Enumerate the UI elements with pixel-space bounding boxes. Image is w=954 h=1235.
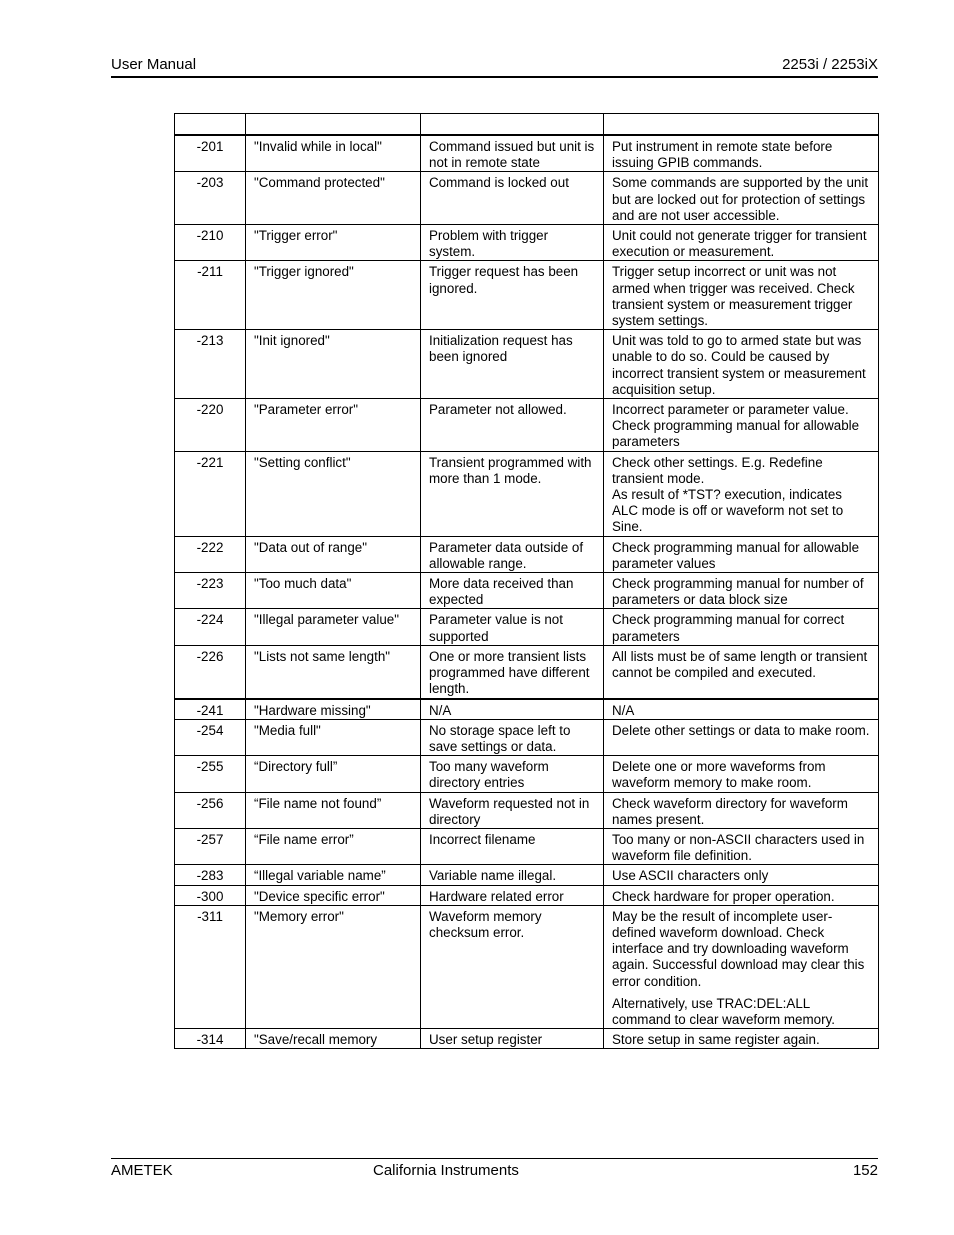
error-code: -223 [175, 573, 246, 609]
error-description: Parameter data outside of allowable range. [421, 536, 604, 572]
page-number: 152 [852, 1162, 878, 1179]
error-remedy: Store setup in same register again. [604, 1029, 879, 1049]
header-model: 2253i / 2253iX [782, 56, 878, 73]
error-description: Parameter not allowed. [421, 399, 604, 452]
error-message: "Data out of range" [246, 536, 421, 572]
table-row [175, 719, 879, 755]
error-message: “Illegal variable name” [246, 865, 421, 885]
table-row [175, 451, 879, 536]
error-remedy: Check other settings. E.g. Redefine transient mode. As result of *TST? execution, indicates ALC mode is off or waveform not set to Sine. [604, 451, 879, 536]
error-description: No storage space left to save settings or data. [421, 719, 604, 755]
table-row [175, 865, 879, 885]
error-message: "Invalid while in local" [246, 135, 421, 172]
error-code: -314 [175, 1029, 246, 1049]
error-description: User setup register [421, 1029, 604, 1049]
header-title: User Manual [111, 56, 197, 73]
column-header [421, 114, 604, 136]
error-description: Command is locked out [421, 172, 604, 225]
error-remedy: N/A [604, 699, 879, 720]
column-header [604, 114, 879, 136]
error-code-table [174, 113, 879, 1049]
table-row [175, 1029, 879, 1049]
error-code: -220 [175, 399, 246, 452]
table-row [175, 330, 879, 399]
table-row [175, 885, 879, 905]
error-message: "Media full" [246, 719, 421, 755]
error-code: -257 [175, 828, 246, 864]
error-description: More data received than expected [421, 573, 604, 609]
table-row [175, 573, 879, 609]
error-remedy: Check programming manual for number of parameters or data block size [604, 573, 879, 609]
error-message: "Lists not same length" [246, 645, 421, 698]
table-row [175, 536, 879, 572]
table-row [175, 172, 879, 225]
error-code: -224 [175, 609, 246, 645]
footer-company: AMETEK [111, 1162, 173, 1179]
table-header-row [175, 114, 879, 136]
error-message: "Setting conflict" [246, 451, 421, 536]
error-message: "Illegal parameter value" [246, 609, 421, 645]
table-row [175, 792, 879, 828]
error-code: -213 [175, 330, 246, 399]
error-code: -311 [175, 905, 246, 1028]
error-description: Command issued but unit is not in remote state [421, 135, 604, 172]
error-remedy: Check programming manual for correct parameters [604, 609, 879, 645]
error-code: -255 [175, 756, 246, 792]
error-remedy-alternative: Alternatively, use TRAC:DEL:ALL command to clear waveform memory. [612, 995, 835, 1027]
table-row [175, 699, 879, 720]
table-row [175, 609, 879, 645]
column-header [175, 114, 246, 136]
error-remedy-cell [604, 905, 879, 1028]
error-message: "Memory error" [246, 905, 421, 1028]
table-row [175, 399, 879, 452]
error-code: -241 [175, 699, 246, 720]
error-message: “File name not found” [246, 792, 421, 828]
error-description: Incorrect filename [421, 828, 604, 864]
error-message: "Parameter error" [246, 399, 421, 452]
error-message: "Save/recall memory [246, 1029, 421, 1049]
error-remedy: Put instrument in remote state before issuing GPIB commands. [604, 135, 879, 172]
table-row [175, 905, 879, 1028]
error-remedy: Too many or non-ASCII characters used in waveform file definition. [604, 828, 879, 864]
error-code: -283 [175, 865, 246, 885]
error-remedy: Check waveform directory for waveform names present. [604, 792, 879, 828]
error-description: Waveform requested not in directory [421, 792, 604, 828]
error-code: -221 [175, 451, 246, 536]
error-description: Initialization request has been ignored [421, 330, 604, 399]
error-description: Transient programmed with more than 1 mode. [421, 451, 604, 536]
error-message: "Trigger error" [246, 225, 421, 261]
page-header [111, 56, 878, 78]
error-code: -300 [175, 885, 246, 905]
error-description: N/A [421, 699, 604, 720]
error-description: Trigger request has been ignored. [421, 261, 604, 330]
error-description: Variable name illegal. [421, 865, 604, 885]
error-description: Too many waveform directory entries [421, 756, 604, 792]
error-message: “File name error” [246, 828, 421, 864]
error-description: Hardware related error [421, 885, 604, 905]
error-remedy: Delete other settings or data to make room. [604, 719, 879, 755]
error-remedy: Use ASCII characters only [604, 865, 879, 885]
table-row [175, 135, 879, 172]
error-remedy: Some commands are supported by the unit but are locked out for protection of settings and are not user accessible. [604, 172, 879, 225]
error-code: -254 [175, 719, 246, 755]
error-remedy: May be the result of incomplete user-defined waveform download. Check interface and try downloading waveform again. Successful download may clear this error condition. [612, 908, 865, 989]
error-message: "Trigger ignored" [246, 261, 421, 330]
table-row [175, 261, 879, 330]
error-code: -222 [175, 536, 246, 572]
error-remedy: Delete one or more waveforms from waveform memory to make room. [604, 756, 879, 792]
error-code: -210 [175, 225, 246, 261]
error-code: -226 [175, 645, 246, 698]
error-remedy: Trigger setup incorrect or unit was not armed when trigger was received. Check transient system or measurement trigger system settings. [604, 261, 879, 330]
error-message: “Directory full” [246, 756, 421, 792]
table-row [175, 225, 879, 261]
error-description: Problem with trigger system. [421, 225, 604, 261]
page-footer [111, 1158, 878, 1181]
error-description: One or more transient lists programmed have different length. [421, 645, 604, 698]
error-remedy: All lists must be of same length or transient cannot be compiled and executed. [604, 645, 879, 698]
error-message: "Init ignored" [246, 330, 421, 399]
error-remedy: Incorrect parameter or parameter value. Check programming manual for allowable parameters [604, 399, 879, 452]
error-description: Waveform memory checksum error. [421, 905, 604, 1028]
error-description: Parameter value is not supported [421, 609, 604, 645]
table-row [175, 645, 879, 698]
table-row [175, 828, 879, 864]
footer-brand: California Instruments [373, 1162, 519, 1179]
error-remedy: Check hardware for proper operation. [604, 885, 879, 905]
error-code: -203 [175, 172, 246, 225]
error-remedy: Unit could not generate trigger for transient execution or measurement. [604, 225, 879, 261]
error-code: -201 [175, 135, 246, 172]
table-row [175, 756, 879, 792]
error-message: "Device specific error" [246, 885, 421, 905]
error-code: -256 [175, 792, 246, 828]
error-code: -211 [175, 261, 246, 330]
error-message: "Hardware missing" [246, 699, 421, 720]
error-message: "Too much data" [246, 573, 421, 609]
error-remedy: Check programming manual for allowable parameter values [604, 536, 879, 572]
error-message: "Command protected" [246, 172, 421, 225]
error-remedy: Unit was told to go to armed state but was unable to do so. Could be caused by incorrect transient system or measurement acquisition setup. [604, 330, 879, 399]
column-header [246, 114, 421, 136]
